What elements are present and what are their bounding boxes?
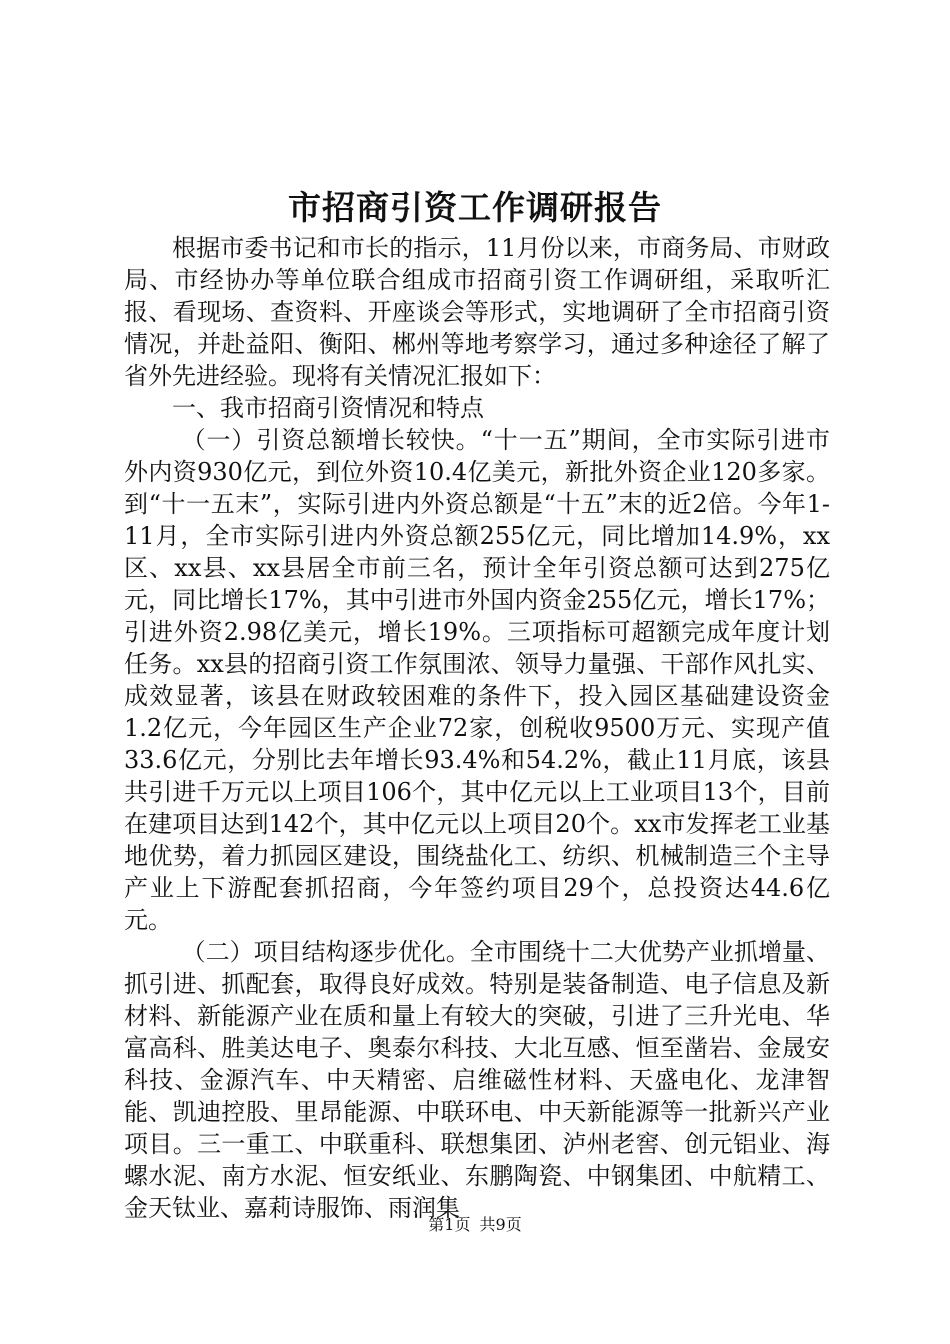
document-body (124, 232, 830, 1224)
document-title: 市招商引资工作调研报告 (288, 188, 662, 227)
page-total: 共9页 (479, 1215, 522, 1234)
paragraph-subsection-2: （二）项目结构逐步优化。全市围绕十二大优势产业抓增量、抓引进、抓配套，取得良好成效。特别是装备制造、电子信息及新材料、新能源产业在质和量上有较大的突破，引进了三升光电、华富高科、胜美达电子、奥泰尔科技、大北互感、恒至凿岩、金晟安科技、金源汽车、中天精密、启维磁性材料、天盛电化、龙津智能、凯迪控股、里昂能源、中联环电、中天新能源等一批新兴产业项目。三一重工、中联重科、联想集团、泸州老窖、创元铝业、海螺水泥、南方水泥、恒安纸业、东鹏陶瓷、中钢集团、中航精工、金天钛业、嘉莉诗服饰、雨润集 (124, 938, 830, 1222)
section-heading: 一、我市招商引资情况和特点 (172, 394, 484, 422)
paragraph-intro: 根据市委书记和市长的指示，11月份以来，市商务局、市财政局、市经协办等单位联合组成市招商引资工作调研组，采取听汇报、看现场、查资料、开座谈会等形式，实地调研了全市招商引资情况，并赴益阳、衡阳、郴州等地考察学习，通过多种途径了解了省外先进经验。现将有关情况汇报如下： (124, 234, 830, 390)
paragraph-subsection-1: （一）引资总额增长较快。“十一五”期间，全市实际引进市外内资930亿元，到位外资10.4亿美元，新批外资企业120多家。到“十一五末”，实际引进内外资总额是“十五”末的近2倍。今年1-11月，全市实际引进内外资总额255亿元，同比增加14.9%，xx区、xx县、xx县居全市前三名，预计全年引资总额可达到275亿元，同比增长17%，其中引进市外国内资金255亿元，增长17%；引进外资2.98亿美元，增长19%。三项指标可超额完成年度计划任务。xx县的招商引资工作氛围浓、领导力量强、干部作风扎实、成效显著，该县在财政较困难的条件下，投入园区基础建设资金1.2亿元，今年园区生产企业72家，创税收9500万元、实现产值33.6亿元，分别比去年增长93.4%和54.2%，截止11月底，该县共引进千万元以上项目106个，其中亿元以上工业项目13个，目前在建项目达到142个，其中亿元以上项目20个。xx市发挥老工业基地优势，着力抓园区建设，围绕盐化工、纺织、机械制造三个主导产业上下游配套抓招商，今年签约项目29个，总投资达44.6亿元。 (124, 426, 830, 934)
page-footer (0, 1214, 950, 1236)
page-number: 第1页 (428, 1215, 471, 1234)
